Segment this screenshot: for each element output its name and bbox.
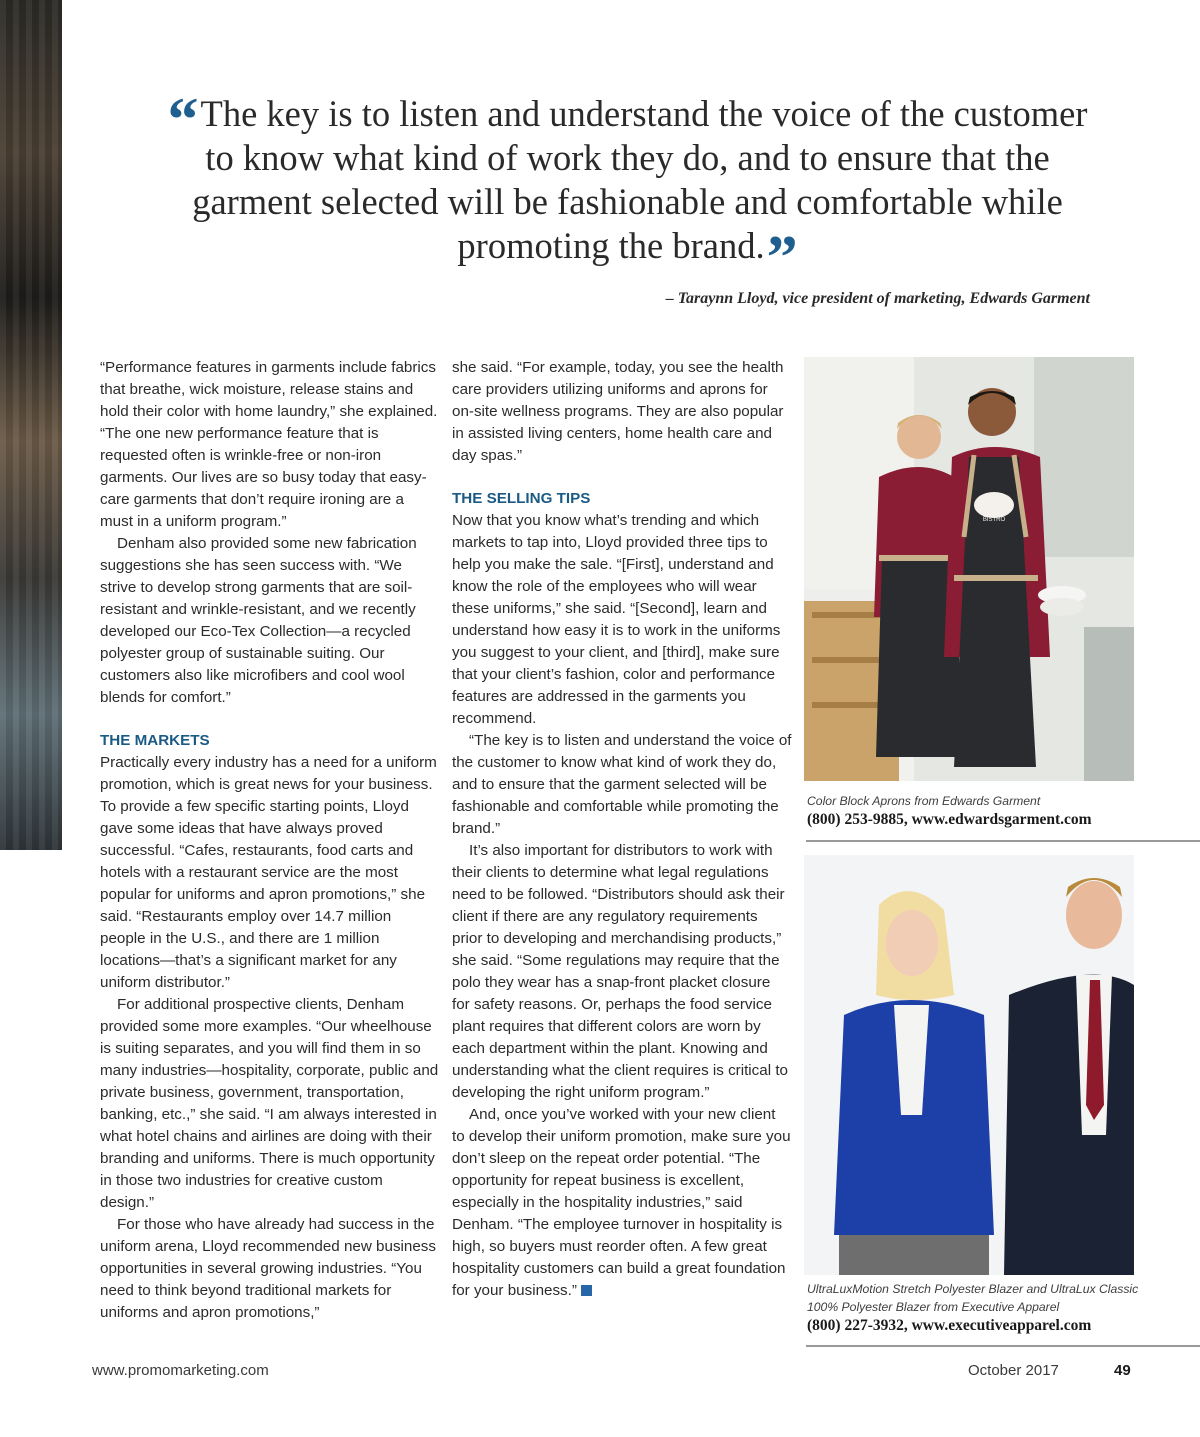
left-edge-photo	[0, 0, 62, 850]
photo2-contact: (800) 227-3932, www.executiveapparel.com	[807, 1317, 1092, 1334]
end-of-article-badge: pm	[581, 1285, 592, 1296]
caption-divider	[806, 1345, 1200, 1347]
paragraph: For additional prospective clients, Denham provided some more examples. “Our wheelhouse is suiting separates, and you will find them in so many industries—hospitality, corporate, public and private business, government, transportation, banking, etc.,” she said. “I am always interested in what hotel chains and airlines are doing with their branding and uniforms. There is much opportunity in those two industries for creative custom design.”	[100, 996, 439, 1211]
paragraph: Denham also provided some new fabrication suggestions she has seen success with. “We strive to develop strong garments that are soil-resistant and wrinkle-resistant, and we recently developed our Eco-Tex Collection—a recycled polyester group of sustainable suiting. Our customers also like microfibers and cool wool blends for comfort.”	[100, 535, 417, 706]
pull-quote	[150, 86, 1105, 292]
paragraph-text: And, once you’ve worked with your new client to develop their uniform promotion, make sure you don’t sleep on the repeat order potential. “The opportunity for repeat business is excellent, especially in the hospitality industries,” said Denham. “The employee turnover in hospitality is high, so buyers must reorder often. A few great hospitality customers can build a great foundation for your business.”	[452, 1106, 791, 1299]
pull-quote-attribution: – Taraynn Lloyd, vice president of marketing, Edwards Garment	[665, 290, 1090, 307]
photo2-caption-line-1: UltraLuxMotion Stretch Polyester Blazer and UltraLux Classic	[807, 1282, 1139, 1296]
caption-divider	[806, 840, 1200, 842]
photo2-caption-line-2: 100% Polyester Blazer from Executive Apparel	[807, 1300, 1060, 1314]
photo1-caption: Color Block Aprons from Edwards Garment	[807, 794, 1041, 808]
footer-website: www.promomarketing.com	[92, 1362, 269, 1379]
paragraph: “The key is to listen and understand the voice of the customer to know what kind of work they do, and to ensure that the garment selected will be fashionable and comfortable while promoting the brand.”	[452, 732, 792, 837]
apron-illustration	[804, 357, 1134, 781]
paragraph	[452, 1104, 792, 1302]
photo1-contact: (800) 253-9885, www.edwardsgarment.com	[807, 811, 1092, 828]
paragraph: Now that you know what’s trending and which markets to tap into, Lloyd provided three tips to help you make the sale. “[First], understand and know the role of the employees who will wear these uniforms,” she said. “[Second], learn and understand how easy it is to work in the uniforms you suggest to your client, and [third], make sure that your client’s fashion, color and performance features are addressed in the garments you recommend.	[452, 512, 781, 727]
blazer-illustration	[804, 855, 1134, 1275]
page-number: 49	[1114, 1362, 1131, 1379]
paragraph: she said. “For example, today, you see the health care providers utilizing uniforms and aprons for on-site wellness programs. They are also popular in assisted living centers, home health care and day spas.”	[452, 359, 784, 464]
open-quote-mark: “	[167, 86, 199, 154]
section-heading-markets: THE MARKETS	[100, 732, 210, 749]
footer-issue-date: October 2017	[968, 1362, 1059, 1379]
paragraph: “Performance features in garments include fabrics that breathe, wick moisture, release stains and hold their color with home laundry,” she explained. “The one new performance feature that is requested often is wrinkle-free or non-iron garments. Our lives are so busy today that easy-care garments that don’t require ironing are a must in a uniform program.”	[100, 359, 438, 530]
apron-logo-text: BISTRO	[982, 517, 1006, 523]
article-column-2	[452, 357, 792, 1302]
close-quote-mark: ”	[766, 224, 798, 292]
section-heading-selling-tips: THE SELLING TIPS	[452, 490, 591, 507]
paragraph: For those who have already had success in the uniform arena, Lloyd recommended new business opportunities in several growing industries. “You need to think beyond traditional markets for uniforms and apron promotions,”	[100, 1216, 436, 1321]
pull-quote-text: The key is to listen and understand the voice of the customer to know what kind of work they do, and to ensure that the garment selected will be fashionable and comfortable while promoting the brand.	[192, 93, 1088, 266]
apron-photo	[804, 357, 1134, 781]
paragraph: It’s also important for distributors to work with their clients to determine what legal regulations need to be followed. “Distributors should ask their client if there are any regulatory requirements prior to developing and merchandising products,” she said. “Some regulations may require that the polo they wear has a snap-front placket closure for safety reasons. Or, perhaps the food service plant requires that different colors are worn by each department within the plant. Knowing and understanding what the client requires is critical to developing the right uniform program.”	[452, 842, 788, 1101]
article-column-1	[100, 357, 440, 1324]
paragraph: Practically every industry has a need for a uniform promotion, which is great news for your business. To provide a few specific starting points, Lloyd gave some ideas that have always proved successful. “Cafes, restaurants, food carts and hotels with a restaurant service are the most popular for uniforms and apron promotions,” she said. “Restaurants employ over 14.7 million people in the U.S., and there are 1 million locations—that’s a significant market for any uniform distributor.”	[100, 754, 437, 991]
blazer-photo	[804, 855, 1134, 1275]
